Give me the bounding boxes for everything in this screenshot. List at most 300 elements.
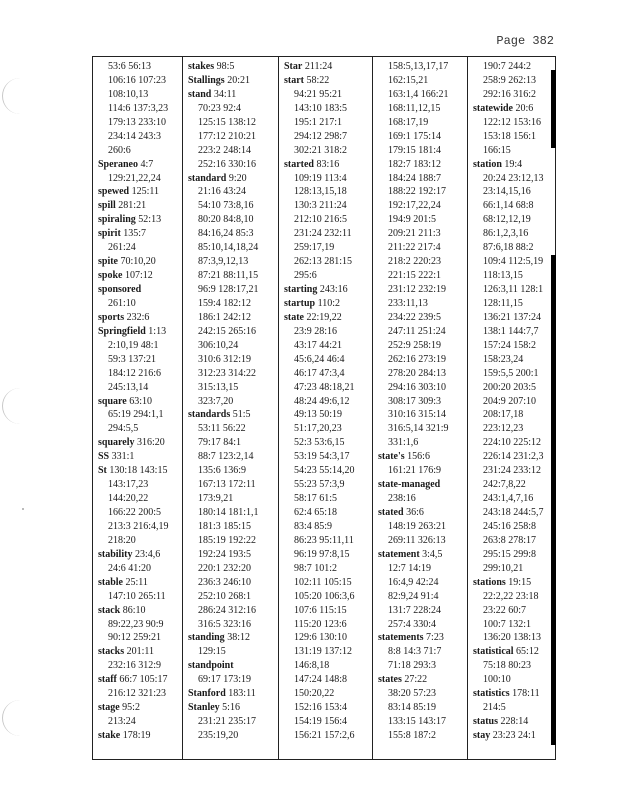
page-line-refs: 261:24 — [108, 242, 136, 254]
index-subentry — [473, 436, 555, 450]
page-line-refs: 135:7 — [123, 228, 147, 240]
page-line-refs: 180:14 181:1,1 — [198, 507, 259, 518]
page-line-refs: 88:7 123:2,14 — [198, 451, 254, 463]
page-line-refs: 223:12,23 — [483, 423, 524, 435]
page-line-refs: 23:22 60:7 — [483, 604, 527, 616]
page-line-refs: 19:15 — [508, 576, 532, 588]
index-subentry — [188, 729, 278, 743]
index-subentry — [378, 88, 467, 102]
index-subentry — [188, 618, 278, 632]
page-line-refs: 128:13,15,18 — [294, 186, 347, 198]
page-line-refs: 143:10 183:5 — [294, 102, 348, 114]
page-line-refs: 69:17 173:19 — [198, 674, 252, 686]
page-line-refs: 156:6 — [407, 451, 430, 463]
page-line-refs: 80:20 84:8,10 — [198, 214, 254, 226]
page-line-refs: 98:7 101:2 — [294, 562, 338, 574]
index-term: standards — [188, 409, 231, 421]
page-line-refs: 315:13,15 — [198, 381, 239, 393]
index-entry — [473, 729, 555, 743]
page-line-refs: 89:22,23 90:9 — [108, 618, 164, 630]
page-line-refs: 52:3 53:6,15 — [294, 437, 345, 449]
page-line-refs: 48:24 49:6,12 — [294, 395, 350, 407]
page-line-refs: 252:9 258:19 — [388, 339, 442, 351]
page-line-refs: 129:15 — [198, 646, 226, 658]
index-subentry — [378, 227, 467, 241]
index-subentry — [188, 673, 278, 687]
page-line-refs: 49:13 50:19 — [294, 409, 343, 421]
page-line-refs: 208:17,18 — [483, 409, 524, 421]
index-subentry — [378, 422, 467, 436]
index-subentry — [284, 436, 372, 450]
index-entry — [378, 673, 467, 687]
page-line-refs: 38:20 57:23 — [388, 688, 437, 700]
page-line-refs: 185:19 192:22 — [198, 534, 257, 546]
page-line-refs: 226:14 231:2,3 — [483, 451, 544, 463]
index-subentry — [473, 88, 555, 102]
index-subentry — [98, 381, 182, 395]
index-subentry — [188, 325, 278, 339]
index-subentry — [188, 269, 278, 283]
page-line-refs: 179:15 181:4 — [388, 144, 442, 156]
index-subentry — [98, 422, 182, 436]
page-line-refs: 7:23 — [426, 632, 444, 644]
index-term: start — [284, 74, 304, 86]
page-line-refs: 331:1 — [111, 451, 135, 463]
page-line-refs: 157:24 158:2 — [483, 339, 537, 351]
index-subentry — [284, 478, 372, 492]
page-line-refs: 192:17,22,24 — [388, 200, 441, 212]
index-entry — [98, 311, 182, 325]
index-entry — [98, 395, 182, 409]
page-line-refs: 195:1 217:1 — [294, 116, 343, 128]
page-line-refs: 200:20 203:5 — [483, 381, 537, 393]
page-line-refs: 216:12 321:23 — [108, 688, 167, 700]
index-subentry — [473, 325, 555, 339]
page-line-refs: 242:7,8,22 — [483, 479, 526, 491]
index-entry — [98, 199, 182, 213]
page-line-refs: 58:22 — [306, 74, 330, 86]
index-subentry — [473, 395, 555, 409]
page-line-refs: 46:17 47:3,4 — [294, 367, 345, 379]
index-subentry — [378, 367, 467, 381]
index-subentry — [98, 631, 182, 645]
index-subentry — [284, 213, 372, 227]
index-subentry — [284, 255, 372, 269]
index-term: sponsored — [98, 284, 142, 295]
index-subentry — [188, 227, 278, 241]
index-entry — [188, 60, 278, 74]
page-line-refs: 94:21 95:21 — [294, 88, 343, 100]
index-subentry — [378, 715, 467, 729]
page-line-refs: 231:21 235:17 — [198, 716, 257, 728]
index-subentry — [188, 311, 278, 325]
index-subentry — [98, 241, 182, 255]
index-term: starting — [284, 284, 318, 295]
index-entry — [98, 185, 182, 199]
page-line-refs: 146:8,18 — [294, 660, 330, 672]
index-subentry — [378, 464, 467, 478]
index-term: statistics — [473, 688, 510, 700]
index-subentry — [473, 311, 555, 325]
index-subentry — [98, 590, 182, 604]
index-subentry — [188, 562, 278, 576]
index-subentry — [188, 339, 278, 353]
index-subentry — [378, 604, 467, 618]
index-term: stay — [473, 730, 491, 741]
page-line-refs: 27:22 — [404, 674, 428, 686]
index-term: SS — [98, 451, 110, 463]
index-term: standard — [188, 172, 227, 184]
index-subentry — [284, 241, 372, 255]
page-line-refs: 65:12 — [516, 646, 539, 658]
index-subentry — [188, 715, 278, 729]
page-line-refs: 82:9,24 91:4 — [388, 590, 439, 602]
index-subentry — [378, 130, 467, 144]
index-term: stand — [188, 88, 212, 100]
page-line-refs: 25:11 — [125, 576, 148, 588]
page-line-refs: 150:20,22 — [294, 688, 335, 700]
index-subentry — [378, 269, 467, 283]
page-line-refs: 204:9 207:10 — [483, 395, 537, 407]
page-number: Page 382 — [496, 34, 554, 48]
index-subentry — [378, 659, 467, 673]
index-term: startup — [284, 297, 316, 309]
index-entry — [188, 74, 278, 88]
page-line-refs: 129:6 130:10 — [294, 632, 348, 644]
index-term: staff — [98, 674, 117, 686]
index-subentry — [98, 520, 182, 534]
index-subentry — [473, 450, 555, 464]
index-subentry — [284, 408, 372, 422]
index-subentry — [378, 353, 467, 367]
index-subentry — [473, 367, 555, 381]
index-term: stack — [98, 604, 121, 616]
index-subentry — [98, 408, 182, 422]
page-line-refs: 83:16 — [316, 158, 340, 170]
page-line-refs: 183:11 — [228, 688, 256, 700]
index-subentry — [473, 227, 555, 241]
index-subentry — [188, 576, 278, 590]
index-subentry — [473, 548, 555, 562]
page-line-refs: 16:4,9 42:24 — [388, 576, 439, 588]
page-line-refs: 126:3,11 128:1 — [483, 284, 544, 295]
page-line-refs: 85:10,14,18,24 — [198, 242, 259, 254]
index-subentry — [188, 492, 278, 506]
page-line-refs: 192:24 193:5 — [198, 548, 252, 560]
index-subentry — [284, 673, 372, 687]
index-term: stable — [98, 576, 123, 588]
index-column-1 — [93, 57, 182, 759]
index-term: stakes — [188, 61, 215, 72]
index-subentry — [473, 130, 555, 144]
index-subentry — [473, 590, 555, 604]
page-line-refs: 181:3 185:15 — [198, 520, 252, 532]
index-subentry — [188, 548, 278, 562]
index-entry — [284, 158, 372, 172]
index-subentry — [284, 687, 372, 701]
index-subentry — [284, 520, 372, 534]
index-entry — [378, 631, 467, 645]
index-subentry — [98, 144, 182, 158]
page-line-refs: 79:17 84:1 — [198, 437, 242, 449]
index-term: status — [473, 716, 499, 728]
index-subentry — [284, 102, 372, 116]
page-line-refs: 166:15 — [483, 144, 511, 156]
index-subentry — [473, 381, 555, 395]
index-subentry — [473, 631, 555, 645]
page-line-refs: 21:16 43:24 — [198, 186, 247, 198]
page-line-refs: 231:12 232:19 — [388, 284, 447, 295]
page-line-refs: 316:5 323:16 — [198, 618, 252, 630]
page-line-refs: 173:9,21 — [198, 493, 234, 505]
index-subentry — [378, 144, 467, 158]
index-term: squarely — [98, 437, 135, 449]
scan-edge-bar — [551, 70, 556, 148]
index-subentry — [378, 339, 467, 353]
page-line-refs: 2:10,19 48:1 — [108, 339, 159, 351]
index-subentry — [378, 534, 467, 548]
page-line-refs: 213:3 216:4,19 — [108, 520, 169, 532]
index-subentry — [473, 492, 555, 506]
page-line-refs: 232:16 312:9 — [108, 660, 162, 672]
index-entry — [188, 659, 278, 673]
page-line-refs: 135:6 136:9 — [198, 465, 247, 477]
index-entry — [98, 227, 182, 241]
index-entry — [98, 464, 182, 478]
index-subentry — [473, 172, 555, 186]
index-subentry — [188, 422, 278, 436]
page-line-refs: 152:16 153:4 — [294, 702, 348, 714]
page-line-refs: 5:16 — [222, 702, 240, 714]
page-line-refs: 23:4,6 — [134, 548, 161, 560]
index-subentry — [98, 88, 182, 102]
page-line-refs: 302:21 318:2 — [294, 144, 348, 156]
page-line-refs: 43:17 44:21 — [294, 339, 343, 351]
page-line-refs: 184:24 188:7 — [388, 172, 442, 184]
index-subentry — [378, 158, 467, 172]
index-subentry — [378, 576, 467, 590]
index-entry — [98, 213, 182, 227]
page-line-refs: 87:3,9,12,13 — [198, 256, 249, 268]
index-term: Stanley — [188, 702, 220, 714]
index-subentry — [98, 618, 182, 632]
page-line-refs: 95:2 — [122, 702, 140, 714]
page-line-refs: 131:19 137:12 — [294, 646, 353, 658]
index-term: statewide — [473, 102, 513, 114]
index-subentry — [284, 534, 372, 548]
index-subentry — [473, 534, 555, 548]
index-entry — [98, 729, 182, 743]
page-line-refs: 136:21 137:24 — [483, 311, 542, 323]
page-line-refs: 234:22 239:5 — [388, 311, 442, 323]
index-term: started — [284, 158, 314, 170]
page-line-refs: 294:12 298:7 — [294, 130, 348, 142]
index-subentry — [188, 381, 278, 395]
page-line-refs: 34:11 — [213, 88, 237, 100]
index-subentry — [188, 255, 278, 269]
index-subentry — [188, 464, 278, 478]
index-entry — [98, 701, 182, 715]
page-line-refs: 308:17 309:3 — [388, 395, 442, 407]
index-subentry — [378, 436, 467, 450]
index-subentry — [188, 199, 278, 213]
page-line-refs: 20:6 — [515, 102, 534, 114]
index-entry — [98, 269, 182, 283]
index-subentry — [473, 618, 555, 632]
page-line-refs: 232:6 — [126, 311, 150, 323]
page-line-refs: 45:6,24 46:4 — [294, 353, 345, 365]
page-line-refs: 292:16 316:2 — [483, 88, 537, 100]
page-line-refs: 83:4 85:9 — [294, 520, 333, 532]
index-subentry — [473, 562, 555, 576]
index-subentry — [378, 729, 467, 743]
index-entry — [284, 60, 372, 74]
page-line-refs: 118:13,15 — [483, 270, 523, 282]
page-line-refs: 201:11 — [126, 646, 155, 658]
index-subentry — [284, 185, 372, 199]
page-line-refs: 161:21 176:9 — [388, 465, 442, 477]
index-entry — [98, 325, 182, 339]
page-line-refs: 158:5,13,17,17 — [388, 61, 449, 72]
index-subentry — [378, 74, 467, 88]
page-line-refs: 51:5 — [232, 409, 251, 421]
page-line-refs: 278:20 284:13 — [388, 367, 447, 379]
index-subentry — [473, 255, 555, 269]
page-line-refs: 24:6 41:20 — [108, 562, 152, 574]
page-line-refs: 20:21 — [227, 74, 250, 86]
index-term: spiraling — [98, 214, 136, 226]
index-subentry — [284, 88, 372, 102]
index-subentry — [284, 353, 372, 367]
binder-hole-mark — [2, 700, 21, 736]
page-line-refs: 316:20 — [137, 437, 165, 449]
page-line-refs: 109:4 112:5,19 — [483, 256, 544, 268]
index-subentry — [98, 297, 182, 311]
page-line-refs: 129:21,22,24 — [108, 172, 161, 184]
index-subentry — [378, 172, 467, 186]
index-subentry — [378, 283, 467, 297]
page-line-refs: 36:6 — [406, 507, 424, 518]
index-entry — [473, 715, 555, 729]
index-entry — [98, 450, 182, 464]
index-subentry — [284, 199, 372, 213]
index-column-4 — [372, 57, 467, 759]
index-subentry — [188, 158, 278, 172]
index-term: stated — [378, 507, 404, 518]
index-subentry — [98, 715, 182, 729]
page-line-refs: 245:16 258:8 — [483, 520, 537, 532]
index-subentry — [284, 172, 372, 186]
page-line-refs: 252:16 330:16 — [198, 158, 257, 170]
page-line-refs: 190:7 244:2 — [483, 61, 532, 72]
index-subentry — [284, 367, 372, 381]
index-subentry — [473, 339, 555, 353]
index-term: spite — [98, 256, 118, 268]
index-subentry — [188, 590, 278, 604]
page-line-refs: 100:10 — [483, 674, 511, 686]
index-subentry — [473, 520, 555, 534]
index-subentry — [98, 339, 182, 353]
index-entry — [188, 408, 278, 422]
index-subentry — [284, 130, 372, 144]
index-entry — [473, 576, 555, 590]
page-line-refs: 294:5,5 — [108, 423, 139, 435]
page-line-refs: 125:15 138:12 — [198, 116, 257, 128]
page-line-refs: 184:12 216:6 — [108, 367, 162, 379]
index-subentry — [188, 241, 278, 255]
page-line-refs: 102:11 105:15 — [294, 576, 352, 588]
index-term: stage — [98, 702, 120, 714]
page-line-refs: 243:16 — [319, 284, 348, 295]
index-subentry — [188, 116, 278, 130]
index-subentry — [188, 478, 278, 492]
index-subentry — [378, 395, 467, 409]
page-line-refs: 188:22 192:17 — [388, 186, 447, 198]
index-subentry — [378, 381, 467, 395]
page-line-refs: 98:5 — [216, 61, 235, 72]
index-term: state-managed — [378, 479, 441, 491]
index-term: standing — [188, 632, 225, 644]
index-term: spill — [98, 200, 116, 212]
page-line-refs: 144:20,22 — [108, 493, 149, 505]
page-line-refs: 96:19 97:8,15 — [294, 548, 350, 560]
page-line-refs: 234:14 243:3 — [108, 130, 162, 142]
index-subentry — [98, 353, 182, 367]
index-subentry — [473, 283, 555, 297]
index-entry — [473, 158, 555, 172]
index-subentry — [188, 213, 278, 227]
page-line-refs: 4:7 — [140, 158, 154, 170]
page-line-refs: 106:16 107:23 — [108, 74, 167, 86]
page-line-refs: 84:16,24 85:3 — [198, 228, 254, 240]
page-line-refs: 294:16 303:10 — [388, 381, 447, 393]
page-line-refs: 159:5,5 200:1 — [483, 367, 539, 379]
index-entry — [98, 283, 182, 297]
page-line-refs: 131:7 228:24 — [388, 604, 442, 616]
index-subentry — [98, 116, 182, 130]
index-term: spirit — [98, 228, 121, 240]
page-line-refs: 9:20 — [228, 172, 247, 184]
page-line-refs: 38:12 — [227, 632, 250, 644]
page-line-refs: 262:16 273:19 — [388, 353, 447, 365]
index-subentry — [284, 590, 372, 604]
index-subentry — [98, 534, 182, 548]
index-subentry — [188, 604, 278, 618]
index-subentry — [98, 687, 182, 701]
page-line-refs: 209:21 211:3 — [388, 228, 441, 240]
index-entry — [378, 450, 467, 464]
index-subentry — [98, 506, 182, 520]
index-subentry — [473, 604, 555, 618]
page-line-refs: 260:6 — [108, 144, 131, 156]
page-line-refs: 110:2 — [317, 297, 341, 309]
page-line-refs: 54:23 55:14,20 — [294, 465, 355, 477]
page-line-refs: 130:3 211:24 — [294, 200, 347, 212]
page-line-refs: 23:9 28:16 — [294, 325, 338, 337]
index-subentry — [378, 701, 467, 715]
page-line-refs: 53:11 56:22 — [198, 423, 246, 435]
index-subentry — [473, 353, 555, 367]
page-line-refs: 258:9 262:13 — [483, 74, 537, 86]
index-subentry — [284, 492, 372, 506]
page-line-refs: 214:5 — [483, 702, 506, 714]
index-subentry — [188, 395, 278, 409]
index-subentry — [98, 562, 182, 576]
index-subentry — [378, 297, 467, 311]
index-subentry — [473, 659, 555, 673]
index-subentry — [188, 185, 278, 199]
index-term: state — [284, 311, 304, 323]
